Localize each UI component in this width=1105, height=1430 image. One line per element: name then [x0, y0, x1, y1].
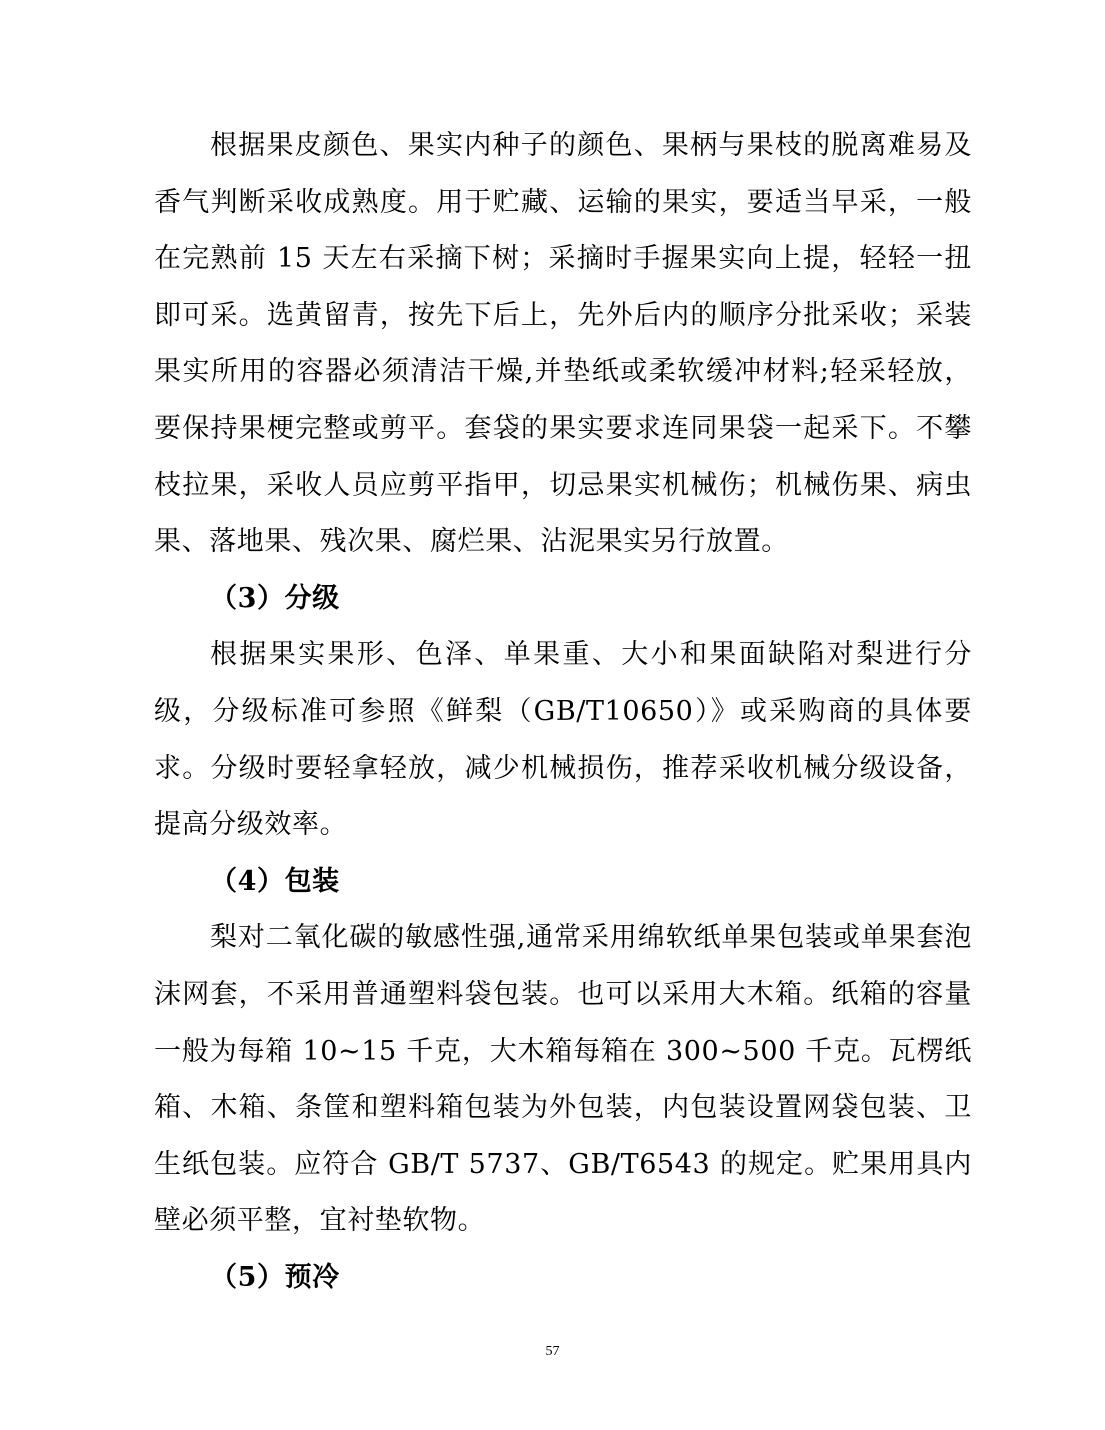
- section-heading-grading: （3）分级: [210, 582, 340, 614]
- page-number: 57: [545, 1344, 560, 1359]
- section-heading-precooling: （5）预冷: [210, 1261, 340, 1293]
- paragraph-grading: 根据果实果形、色泽、单果重、大小和果面缺陷对梨进行分级，分级标准可参照《鲜梨（GB/T10650）》或采购商的具体要求。分级时要轻拿轻放，减少机械损伤，推荐采收机械分级设备，提高分级效率。: [154, 639, 972, 841]
- page-content: [154, 118, 972, 1306]
- paragraph-packaging: 梨对二氧化碳的敏感性强,通常采用绵软纸单果包装或单果套泡沫网套，不采用普通塑料袋包装。也可以采用大木箱。纸箱的容量一般为每箱 10~15 千克，大木箱每箱在 300~500 千克。瓦楞纸箱、木箱、条筐和塑料箱包装为外包装，内包装设置网袋包装、卫生纸包装。应符合 GB/T 5737、GB/T6543 的规定。贮果用具内壁必须平整，宜衬垫软物。: [154, 922, 972, 1237]
- paragraph-harvest: 根据果皮颜色、果实内种子的颜色、果柄与果枝的脱离难易及香气判断采收成熟度。用于贮藏、运输的果实，要适当早采，一般在完熟前 15 天左右采摘下树；采摘时手握果实向上提，轻轻一扭即可采。选黄留青，按先下后上，先外后内的顺序分批采收；采装果实所用的容器必须清洁干燥,并垫纸或柔软缓冲材料;轻采轻放，要保持果梗完整或剪平。套袋的果实要求连同果袋一起采下。不攀枝拉果，采收人员应剪平指甲，切忌果实机械伤；机械伤果、病虫果、落地果、残次果、腐烂果、沾泥果实另行放置。: [154, 130, 972, 558]
- section-heading-packaging: （4）包装: [210, 865, 340, 897]
